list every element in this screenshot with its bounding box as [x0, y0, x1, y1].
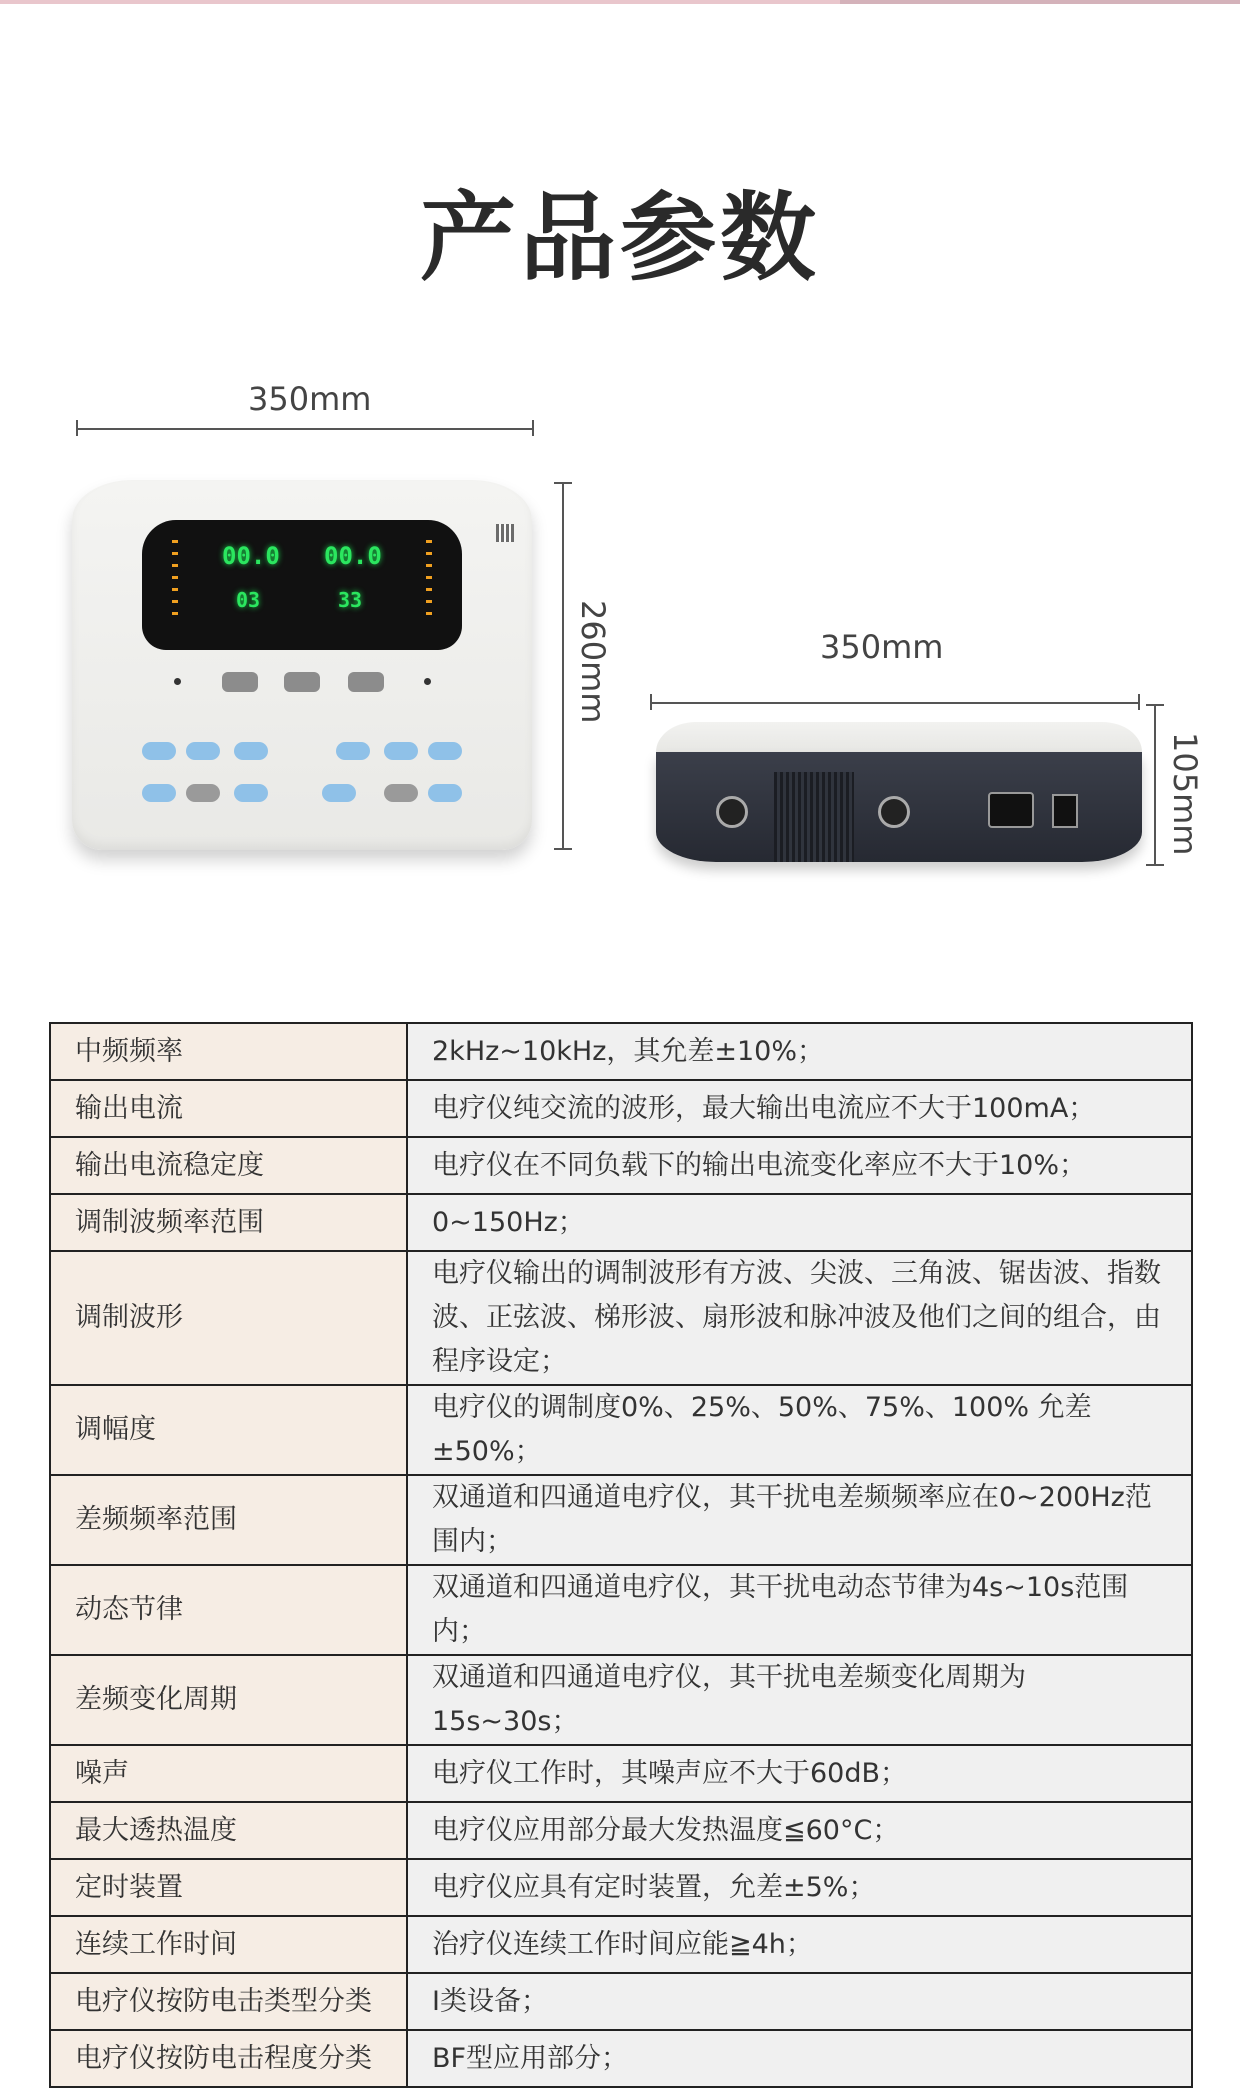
side-width-tick: [650, 694, 652, 710]
top-accent-bar: [0, 0, 1240, 10]
spec-value: 电疗仪工作时，其噪声应不大于60dB；: [407, 1745, 1192, 1802]
top-accent-segment: [0, 0, 840, 4]
spec-key: 电疗仪按防电击类型分类: [50, 1973, 407, 2030]
device-control-button: [428, 742, 462, 760]
spec-key: 差频频率范围: [50, 1475, 407, 1565]
left-level-leds: [172, 540, 178, 624]
spec-row: [50, 1859, 1192, 1916]
spec-row: [50, 1655, 1192, 1745]
spec-key: 动态节律: [50, 1565, 407, 1655]
spec-value: BF型应用部分；: [407, 2030, 1192, 2087]
spec-row: [50, 1916, 1192, 1973]
device-control-button: [186, 742, 220, 760]
spec-value: 治疗仪连续工作时间应能≧4h；: [407, 1916, 1192, 1973]
spec-key: 调制波频率范围: [50, 1194, 407, 1251]
spec-key: 输出电流稳定度: [50, 1137, 407, 1194]
device-function-button: [284, 672, 320, 692]
spec-row: [50, 1565, 1192, 1655]
front-width-tick: [76, 420, 78, 436]
power-socket-icon: [988, 792, 1034, 828]
spec-value: 电疗仪应用部分最大发热温度≦60°C；: [407, 1802, 1192, 1859]
qr-code-icon: [496, 524, 514, 542]
device-function-button: [222, 672, 258, 692]
spec-row: [50, 1023, 1192, 1080]
spec-key: 最大透热温度: [50, 1802, 407, 1859]
front-height-label: 260mm: [574, 600, 612, 724]
spec-row: [50, 1973, 1192, 2030]
spec-row: [50, 2030, 1192, 2087]
front-height-tick: [554, 848, 572, 850]
spec-key: 中频频率: [50, 1023, 407, 1080]
spec-key: 电疗仪按防电击程度分类: [50, 2030, 407, 2087]
spec-value: 电疗仪纯交流的波形，最大输出电流应不大于100mA；: [407, 1080, 1192, 1137]
device-control-button: [142, 784, 176, 802]
side-width-line: [650, 702, 1140, 704]
device-control-button: [428, 784, 462, 802]
spec-key: 输出电流: [50, 1080, 407, 1137]
spec-value: 电疗仪在不同负载下的输出电流变化率应不大于10%；: [407, 1137, 1192, 1194]
power-switch-icon: [1052, 794, 1078, 828]
spec-row: [50, 1745, 1192, 1802]
indicator-light: [174, 678, 181, 685]
spec-row: [50, 1475, 1192, 1565]
device-control-button: [234, 784, 268, 802]
spec-value: 双通道和四通道电疗仪，其干扰电差频变化周期为15s~30s；: [407, 1655, 1192, 1745]
display-ch1-top: 00.0: [222, 542, 280, 570]
side-width-tick: [1138, 694, 1140, 710]
spec-key: 调制波形: [50, 1251, 407, 1385]
device-control-button: [336, 742, 370, 760]
right-level-leds: [426, 540, 432, 624]
front-width-label: 350mm: [248, 380, 372, 418]
device-control-button: [322, 784, 356, 802]
device-display-panel: [142, 520, 462, 650]
spec-key: 定时装置: [50, 1859, 407, 1916]
spec-row: [50, 1080, 1192, 1137]
spec-value: 双通道和四通道电疗仪，其干扰电差频频率应在0~200Hz范围内；: [407, 1475, 1192, 1565]
spec-key: 差频变化周期: [50, 1655, 407, 1745]
spec-key: 噪声: [50, 1745, 407, 1802]
spec-value: 0~150Hz；: [407, 1194, 1192, 1251]
device-control-button: [234, 742, 268, 760]
spec-row: [50, 1251, 1192, 1385]
output-port-icon: [716, 796, 748, 828]
spec-row: [50, 1137, 1192, 1194]
front-width-tick: [532, 420, 534, 436]
device-control-button: [142, 742, 176, 760]
spec-value: 2kHz~10kHz，其允差±10%；: [407, 1023, 1192, 1080]
spec-value: 电疗仪的调制度0%、25%、50%、75%、100% 允差±50%；: [407, 1385, 1192, 1475]
side-height-line: [1154, 704, 1156, 866]
device-control-button: [186, 784, 220, 802]
top-accent-segment: [840, 0, 1240, 4]
device-front-image: [72, 480, 532, 850]
display-ch2-bottom: 33: [338, 588, 363, 612]
side-height-tick: [1146, 704, 1164, 706]
vent-grille: [774, 772, 854, 862]
front-height-line: [562, 482, 564, 850]
spec-row: [50, 1194, 1192, 1251]
device-function-button: [348, 672, 384, 692]
side-height-label: 105mm: [1166, 732, 1204, 856]
display-ch1-bottom: 03: [236, 588, 261, 612]
spec-value: 电疗仪应具有定时装置，允差±5%；: [407, 1859, 1192, 1916]
indicator-light: [424, 678, 431, 685]
spec-table: [49, 1022, 1193, 2088]
spec-key: 调幅度: [50, 1385, 407, 1475]
side-height-tick: [1146, 864, 1164, 866]
spec-value: 双通道和四通道电疗仪，其干扰电动态节律为4s~10s范围内；: [407, 1565, 1192, 1655]
side-width-label: 350mm: [820, 628, 944, 666]
device-side-image: [656, 752, 1142, 862]
spec-row: [50, 1385, 1192, 1475]
spec-row: [50, 1802, 1192, 1859]
display-ch2-top: 00.0: [324, 542, 382, 570]
front-width-line: [76, 428, 532, 430]
spec-key: 连续工作时间: [50, 1916, 407, 1973]
page-title: 产品参数: [420, 182, 820, 294]
device-control-button: [384, 784, 418, 802]
spec-value: 电疗仪输出的调制波形有方波、尖波、三角波、锯齿波、指数波、正弦波、梯形波、扇形波和脉冲波及他们之间的组合，由程序设定；: [407, 1251, 1192, 1385]
output-port-icon: [878, 796, 910, 828]
spec-value: I类设备；: [407, 1973, 1192, 2030]
device-control-button: [384, 742, 418, 760]
front-height-tick: [554, 482, 572, 484]
